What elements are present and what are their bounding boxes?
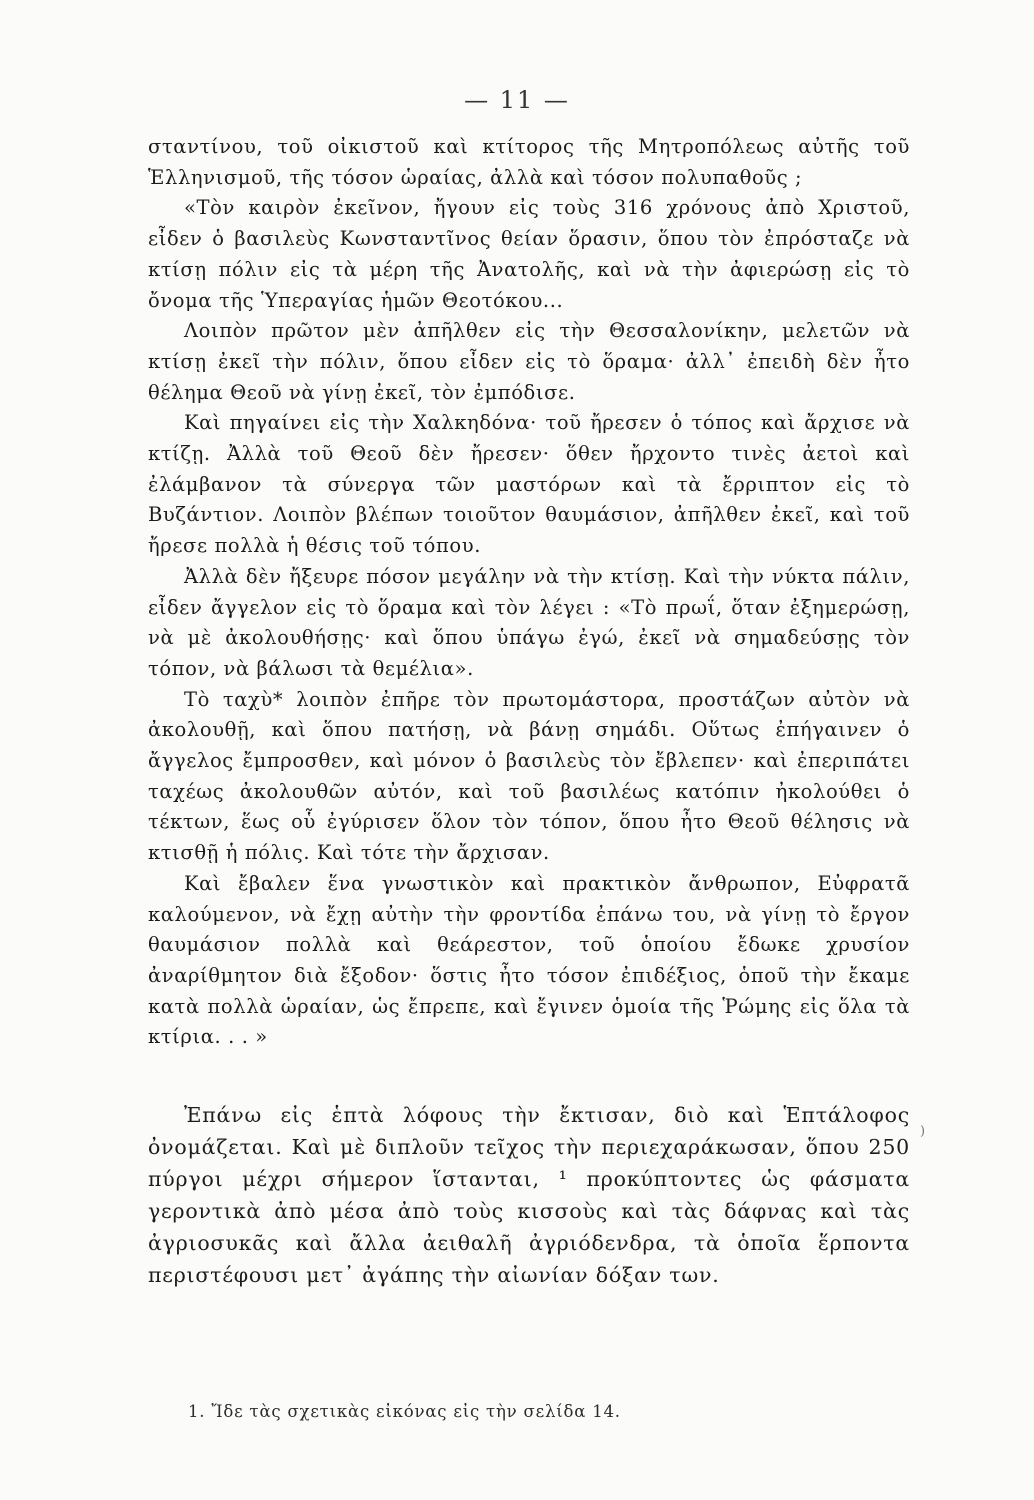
paragraph-7: Καὶ ἔβαλεν ἕνα γνωστικὸν καὶ πρακτικὸν ἄνθρωπον, Εὐφρατᾶ καλούμενον, νὰ ἔχῃ αὐτὴν τὴν φροντίδα ἐπάνω του, νὰ γίνῃ τὸ ἔργον θαυμάσιον πολλὰ καὶ θεάρεστον, τοῦ ὁποίου ἔδωκε χρυσίον ἀναρίθμητον διὰ ἔξοδον· ὅστις ἦτο τόσον ἐπιδέξιος, ὁποῦ τὴν ἔκαμε κατὰ πολλὰ ὡραίαν, ὡς ἔπρεπε, καὶ ἔγινεν ὁμοία τῆς Ῥώμης εἰς ὅλα τὰ κτίρια. . . »: [148, 871, 910, 1049]
footnote: 1. Ἴδε τὰς σχετικὰς εἰκόνας εἰς τὴν σελίδα 14.: [188, 1402, 621, 1421]
body-text: [148, 132, 910, 1291]
paragraph-6: Τὸ ταχὺ* λοιπὸν ἐπῆρε τὸν πρωτομάστορα, προστάζων αὐτὸν νὰ ἀκολουθῇ, καὶ ὅπου πατήσῃ, νὰ βάνῃ σημάδι. Οὕτως ἐπήγαινεν ὁ ἄγγελος ἔμπροσθεν, καὶ μόνον ὁ βασιλεὺς τὸν ἔβλεπεν· καὶ ἐπεριπάτει ταχέως ἀκολουθῶν αὐτόν, καὶ τοῦ βασιλέως κατόπιν ἠκολούθει ὁ τέκτων, ἕως οὗ ἐγύρισεν ὅλον τὸν τόπον, ὅπου ἦτο Θεοῦ θέλησις νὰ κτισθῇ ἡ πόλις. Καὶ τότε τὴν ἄρχισαν.: [148, 687, 910, 865]
paragraph-8: Ἐπάνω εἰς ἑπτὰ λόφους τὴν ἔκτισαν, διὸ καὶ Ἑπτάλοφος ὀνομάζεται. Καὶ μὲ διπλοῦν τεῖχος τὴν περιεχαράκωσαν, ὅπου 250 πύργοι μέχρι σήμερον ἵστανται, ¹ προκύπτοντες ὡς φάσματα γεροντικὰ ἀπὸ μέσα ἀπὸ τοὺς κισσοὺς καὶ τὰς δάφνας καὶ τὰς ἀγριοσυκᾶς καὶ ἄλλα ἀειθαλῆ ἀγριόδενδρα, τὰ ὁποῖα ἕρποντα περιστέφουσι μετ᾿ ἀγάπης τὴν αἰωνίαν δόξαν των.: [148, 1103, 910, 1288]
paragraph-4: Καὶ πηγαίνει εἰς τὴν Χαλκηδόνα· τοῦ ἤρεσεν ὁ τόπος καὶ ἄρχισε νὰ κτίζῃ. Ἀλλὰ τοῦ Θεοῦ δὲν ἤρεσεν· ὅθεν ἤρχοντο τινὲς ἀετοὶ καὶ ἐλάμβανον τὰ σύνεργα τῶν μαστόρων καὶ τὰ ἔρριπτον εἰς τὸ Βυζάντιον. Λοιπὸν βλέπων τοιοῦτον θαυμάσιον, ἀπῆλθεν ἐκεῖ, καὶ τοῦ ἤρεσε πολλὰ ἡ θέσις τοῦ τόπου.: [148, 411, 910, 558]
section-gap: [148, 1053, 910, 1099]
paragraph-3: Λοιπὸν πρῶτον μὲν ἀπῆλθεν εἰς τὴν Θεσσαλονίκην, μελετῶν νὰ κτίσῃ ἐκεῖ τὴν πόλιν, ὅπου εἶδεν εἰς τὸ ὅραμα· ἀλλ᾿ ἐπειδὴ δὲν ἦτο θέλημα Θεοῦ νὰ γίνῃ ἐκεῖ, τὸν ἐμπόδισε.: [148, 319, 910, 404]
paragraph-5: Ἀλλὰ δὲν ἤξευρε πόσον μεγάλην νὰ τὴν κτίσῃ. Καὶ τὴν νύκτα πάλιν, εἶδεν ἄγγελον εἰς τὸ ὅραμα καὶ τὸν λέγει : «Τὸ πρωΐ, ὅταν ἐξημερώσῃ, νὰ μὲ ἀκολουθήσῃς· καὶ ὅπου ὑπάγω ἐγώ, ἐκεῖ νὰ σημαδεύσῃς τὸν τόπον, νὰ βάλωσι τὰ θεμέλια».: [148, 564, 910, 680]
paragraph-1: σταντίνου, τοῦ οἰκιστοῦ καὶ κτίτορος τῆς Μητροπόλεως αὐτῆς τοῦ Ἑλληνισμοῦ, τῆς τόσον ὡραίας, ἀλλὰ καὶ τόσον πολυπαθοῦς ;: [148, 135, 910, 189]
page-number: — 11 —: [464, 86, 570, 114]
margin-mark: ): [920, 1124, 926, 1139]
paragraph-2: «Τὸν καιρὸν ἐκεῖνον, ἤγουν εἰς τοὺς 316 χρόνους ἀπὸ Χριστοῦ, εἶδεν ὁ βασιλεὺς Κωνσταντῖνος θείαν ὅρασιν, ὅπου τὸν ἐπρόσταζε νὰ κτίσῃ πόλιν εἰς τὰ μέρη τῆς Ἀνατολῆς, καὶ νὰ τὴν ἀφιερώσῃ εἰς τὸ ὄνομα τῆς Ὑπεραγίας ἡμῶν Θεοτόκου...: [148, 196, 910, 312]
